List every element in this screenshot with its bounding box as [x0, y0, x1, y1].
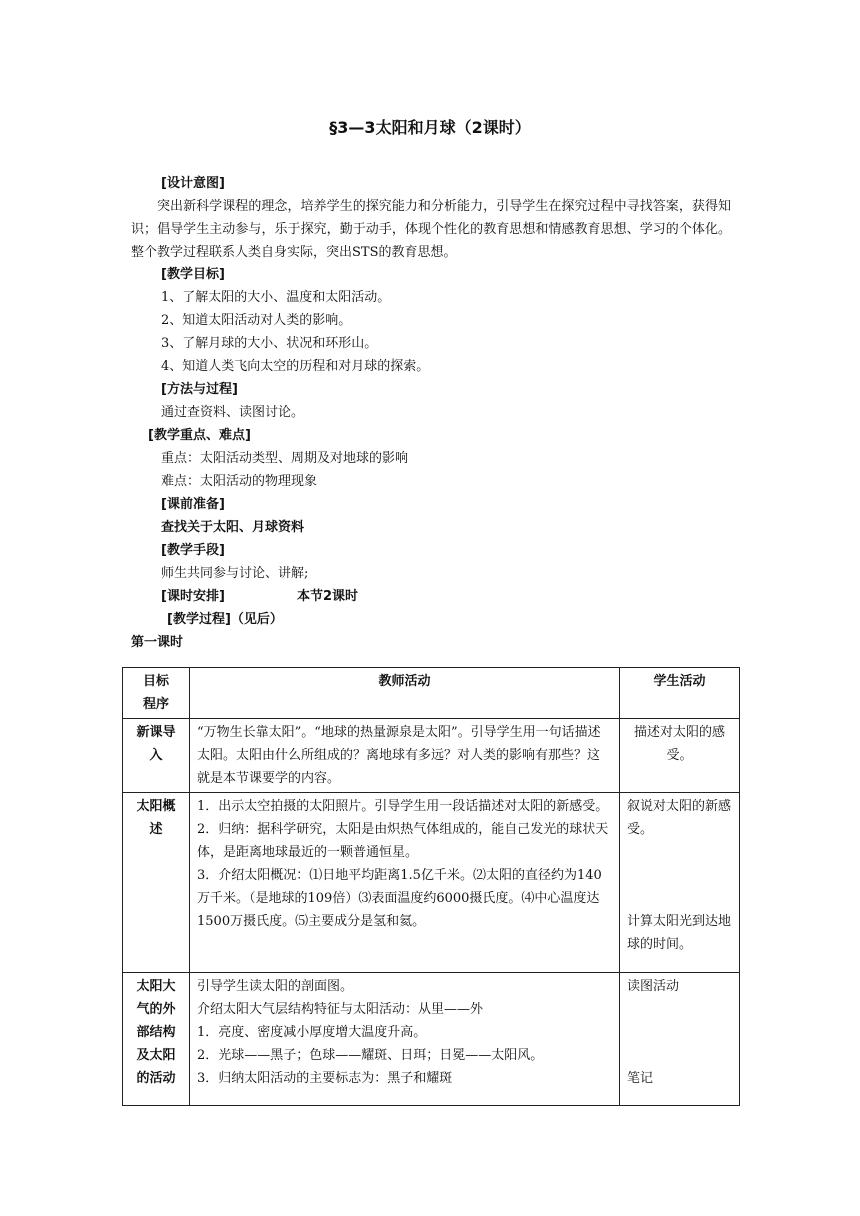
schedule-heading: [课时安排] — [161, 589, 225, 604]
teacher-activity-cell: “万物生长靠太阳”。“地球的热量源泉是太阳”。引导学生用一句话描述太阳。太阳由什么所组成的？离地球有多远？对人类的影响有那些？这就是本节课要学的内容。 — [190, 719, 620, 793]
method-heading: [方法与过程] — [161, 382, 238, 397]
table-row — [123, 973, 740, 1106]
preparation-text: 查找关于太阳、月球资料 — [161, 520, 305, 535]
design-intent-text: 突出新科学课程的理念，培养学生的探究能力和分析能力，引导学生在探究过程中寻找答案，获得知识；倡导学生主动参与，乐于探究，勤于动手，体现个性化的教育思想和情感教育思想、学习的个体化。整个教学过程联系人类自身实际，突出STS的教育思想。 — [131, 199, 731, 260]
schedule-text: 本节2课时 — [297, 589, 359, 604]
stage-cell: 太阳概 述 — [123, 793, 190, 973]
objective-item: 3、了解月球的大小、状况和环形山。 — [161, 336, 378, 351]
objective-item: 2、知道太阳活动对人类的影响。 — [161, 313, 352, 328]
table-row — [123, 793, 740, 973]
table-header-row — [123, 668, 740, 719]
header-student: 学生活动 — [620, 668, 740, 719]
table-row — [123, 719, 740, 793]
stage-cell: 新课导 入 — [123, 719, 190, 793]
student-activity-cell: 描述对太阳的感受。 — [620, 719, 740, 793]
difficulty-text: 难点：太阳活动的物理现象 — [161, 474, 318, 489]
method-text: 通过查资料、读图讨论。 — [161, 405, 305, 420]
header-teacher: 教师活动 — [190, 668, 620, 719]
objectives-heading: [教学目标] — [161, 267, 225, 282]
key-points-heading: [教学重点、难点] — [148, 428, 251, 443]
means-heading: [教学手段] — [161, 543, 225, 558]
objective-item: 1、了解太阳的大小、温度和太阳活动。 — [161, 290, 391, 305]
process-heading: [教学过程]（见后） — [167, 612, 283, 627]
preparation-heading: [课前准备] — [161, 497, 225, 512]
objective-item: 4、知道人类飞向太空的历程和对月球的探索。 — [161, 359, 430, 374]
student-activity-cell: 叙说对太阳的新感受。 计算太阳光到达地球的时间。 — [620, 793, 740, 973]
stage-cell: 太阳大 气的外 部结构 及太阳 的活动 — [123, 973, 190, 1106]
student-activity-cell: 读图活动 笔记 — [620, 973, 740, 1106]
lesson-label: 第一课时 — [131, 635, 184, 650]
focus-text: 重点：太阳活动类型、周期及对地球的影响 — [161, 451, 409, 466]
design-intent-heading: [设计意图] — [161, 176, 225, 191]
page-title: §3—3太阳和月球（2课时） — [329, 118, 531, 137]
header-stage: 目标 程序 — [123, 668, 190, 719]
means-text: 师生共同参与讨论、讲解; — [161, 566, 309, 581]
lesson-plan-table — [122, 667, 740, 1106]
teacher-activity-cell: 1．出示太空拍摄的太阳照片。引导学生用一段话描述对太阳的新感受。 2．归纳：据科学研究，太阳是由炽热气体组成的，能自己发光的球状天体，是距离地球最近的一颗普通恒星。 3．介绍太阳概况：⑴日地平均距离1.5亿千米。⑵太阳的直径约为140万千米。（是地球的109倍）⑶表面温度约6000摄氏度。⑷中心温度达1500万摄氏度。⑸主要成分是氢和氦。 — [190, 793, 620, 973]
teacher-activity-cell: 引导学生读太阳的剖面图。 介绍太阳大气层结构特征与太阳活动：从里——外 1．亮度、密度减小厚度增大温度升高。 2．光球——黑子；色球——耀斑、日珥；日冕——太阳风。 3．归纳太阳活动的主要标志为：黑子和耀斑 — [190, 973, 620, 1106]
